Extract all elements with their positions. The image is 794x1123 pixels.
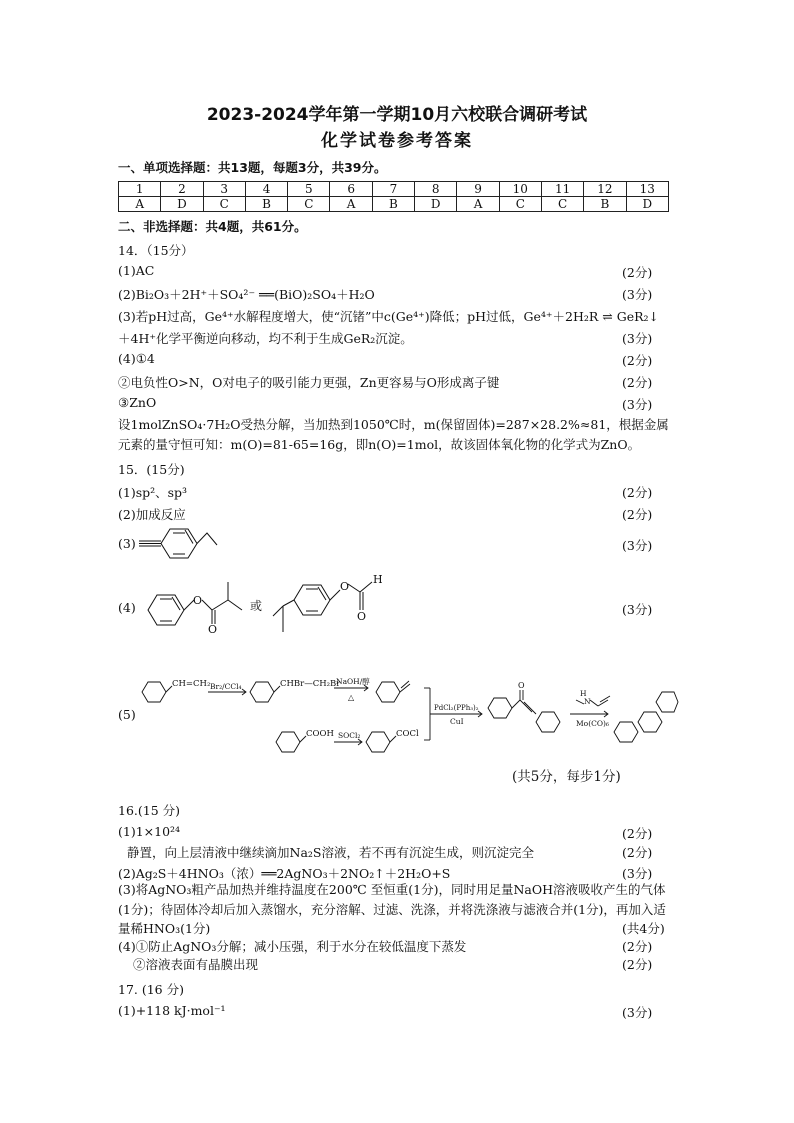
q15-5-synthesis-route bbox=[138, 670, 678, 760]
catalyst-pd-label: PdCl₂(PPh₃)₂ bbox=[434, 704, 479, 712]
answer-cell: C bbox=[203, 197, 245, 212]
q14-answer-6: ③ZnO bbox=[118, 395, 157, 410]
question-number-cell: 1 bbox=[119, 182, 161, 197]
q15-answer-5: (5) bbox=[118, 707, 136, 722]
reagent-socl2-label: SOCl₂ bbox=[338, 731, 361, 740]
section-heading-2: 二、非选择题：共4题，共61分。 bbox=[118, 219, 307, 234]
or-label: 或 bbox=[250, 599, 263, 613]
q14-answer-3-line-2: ＋4H⁺化学平衡逆向移动，均不利于生成GeR₂沉淀。 bbox=[118, 331, 413, 346]
q15-answer-1: (1)sp²、sp³ bbox=[118, 485, 188, 500]
dibromide-label: CHBr—CH₂Br bbox=[280, 679, 341, 689]
question-number-cell: 2 bbox=[161, 182, 203, 197]
q14-score-2: (3分) bbox=[622, 287, 653, 302]
answer-table bbox=[118, 181, 669, 212]
q17-score-1: (3分) bbox=[622, 1005, 653, 1020]
q14-answer-4: (4)①4 bbox=[118, 351, 155, 366]
q15-answer-4: (4) bbox=[118, 600, 136, 615]
answer-cell: A bbox=[330, 197, 372, 212]
question-number-cell: 4 bbox=[245, 182, 287, 197]
answer-cell: D bbox=[626, 197, 668, 212]
reagent-mo-label: Mo(CO)₆ bbox=[576, 719, 609, 728]
q14-answer-2: (2)Bi₂O₃＋2H⁺＋SO₄²⁻ ══(BiO)₂SO₄＋H₂O bbox=[118, 287, 375, 302]
reagent-naoh-label: NaOH/醇 bbox=[336, 677, 370, 686]
question-number-cell: 10 bbox=[499, 182, 541, 197]
q15-3-structure bbox=[135, 525, 245, 565]
catalyst-cui-label: CuI bbox=[450, 717, 464, 726]
q14-score-5: (2分) bbox=[622, 375, 653, 390]
q17-answer-1: (1)+118 kJ·mol⁻¹ bbox=[118, 1003, 226, 1018]
q14-score-6: (3分) bbox=[622, 397, 653, 412]
question-number-cell: 12 bbox=[584, 182, 626, 197]
q16-heading: 16.(15 分) bbox=[118, 803, 181, 818]
question-number-cell: 11 bbox=[541, 182, 583, 197]
q16-score-3: (共4分) bbox=[622, 921, 665, 936]
formyl-hydrogen-label: H bbox=[373, 573, 383, 586]
question-number-cell: 3 bbox=[203, 182, 245, 197]
answer-cell: B bbox=[584, 197, 626, 212]
q17-heading: 17. (16 分) bbox=[118, 982, 184, 997]
q14-score-4: (2分) bbox=[622, 353, 653, 368]
q14-heading: 14．（15分） bbox=[118, 243, 194, 258]
q16-answer-3: (3)将AgNO₃粗产品加热并维持温度在200℃ 至恒重(1分)，同时用足量NaOH溶液吸收产生的气体(1分)；待固体冷却后加入蒸馏水，充分溶解、过滤、洗涤，并将洗涤液与滤液合并(1分)，再加入适量稀HNO₃(1分) bbox=[118, 882, 666, 936]
answer-cell: C bbox=[499, 197, 541, 212]
question-number-cell: 9 bbox=[457, 182, 499, 197]
q16-score-2: (3分) bbox=[622, 866, 653, 881]
question-number-cell: 6 bbox=[330, 182, 372, 197]
heat-label: △ bbox=[348, 693, 355, 702]
q16-score-1b: (2分) bbox=[622, 845, 653, 860]
amine-h-label: H bbox=[580, 689, 587, 698]
ketone-oxygen-label: O bbox=[518, 681, 525, 690]
answer-cell: D bbox=[415, 197, 457, 212]
q14-score-3: (3分) bbox=[622, 331, 653, 346]
q16-score-1: (2分) bbox=[622, 826, 653, 841]
q15-answer-2: (2)加成反应 bbox=[118, 507, 186, 522]
q14-answer-1: (1)AC bbox=[118, 263, 155, 278]
amine-n-label: N bbox=[584, 697, 591, 706]
q15-4-structures bbox=[140, 570, 400, 640]
q16-answer-4: (4)①防止AgNO₃分解；减小压强，利于水分在较低温度下蒸发 bbox=[118, 939, 467, 954]
answer-cell: D bbox=[161, 197, 203, 212]
q15-score-2: (2分) bbox=[622, 507, 653, 522]
answer-cell: C bbox=[288, 197, 330, 212]
answer-cell: C bbox=[541, 197, 583, 212]
q14-score-1: (2分) bbox=[622, 265, 653, 280]
ester-oxygen-label-2: O bbox=[340, 580, 350, 593]
q15-score-4: (3分) bbox=[622, 602, 653, 617]
q16-answer-2: (2)Ag₂S＋4HNO₃（浓）══2AgNO₃＋2NO₂↑＋2H₂O+S bbox=[118, 866, 451, 881]
benzoic-acid-label: COOH bbox=[306, 729, 334, 739]
question-number-cell: 5 bbox=[288, 182, 330, 197]
q16-answer-5: ②溶液表面有晶膜出现 bbox=[133, 957, 259, 972]
q14-explanation: 设1molZnSO₄·7H₂O受热分解，当加热到1050℃时，m(保留固体)=287×28.2%≈81，根据金属元素的量守恒可知：m(O)=81-65=16g，即n(O)=1mol，故该固体氧化物的化学式为ZnO。 bbox=[118, 417, 669, 452]
section-heading-1: 一、单项选择题：共13题，每题3分，共39分。 bbox=[118, 160, 387, 175]
ester-oxygen-label-1: O bbox=[193, 594, 203, 607]
q15-heading: 15．(15分) bbox=[118, 462, 185, 477]
question-number-cell: 7 bbox=[372, 182, 414, 197]
styrene-label: CH=CH₂ bbox=[172, 679, 211, 689]
question-number-cell: 8 bbox=[415, 182, 457, 197]
question-number-cell: 13 bbox=[626, 182, 668, 197]
q15-score-3: (3分) bbox=[622, 538, 653, 553]
q15-answer-3: (3) bbox=[118, 536, 136, 551]
acyl-chloride-label: COCl bbox=[396, 729, 419, 739]
q16-score-5: (2分) bbox=[622, 957, 653, 972]
answer-cell: B bbox=[245, 197, 287, 212]
q16-answer-1: (1)1×10²⁴ bbox=[118, 824, 181, 839]
q15-5-note: (共5分，每步1分) bbox=[512, 769, 621, 785]
page-title: 2023-2024学年第一学期10月六校联合调研考试 bbox=[206, 105, 588, 125]
page-subtitle: 化学试卷参考答案 bbox=[321, 131, 473, 151]
q16-score-4: (2分) bbox=[622, 939, 653, 954]
answer-table-row-numbers bbox=[119, 182, 669, 197]
answer-cell: A bbox=[119, 197, 161, 212]
reagent-br2-label: Br₂/CCl₄ bbox=[210, 682, 242, 691]
q15-score-1: (2分) bbox=[622, 485, 653, 500]
carbonyl-oxygen-label-1: O bbox=[208, 623, 218, 636]
q14-answer-3-line-1: (3)若pH过高，Ge⁴⁺水解程度增大，使“沉锗”中c(Ge⁴⁺)降低；pH过低，Ge⁴⁺＋2H₂R ⇌ GeR₂↓ bbox=[118, 309, 659, 324]
answer-cell: B bbox=[372, 197, 414, 212]
q16-answer-1b: 静置，向上层清液中继续滴加Na₂S溶液，若不再有沉淀生成，则沉淀完全 bbox=[127, 845, 534, 860]
answer-cell: A bbox=[457, 197, 499, 212]
q14-answer-5: ②电负性O>N，O对电子的吸引能力更强，Zn更容易与O形成离子键 bbox=[118, 375, 500, 390]
carbonyl-oxygen-label-2: O bbox=[357, 610, 367, 623]
answer-table-row-answers bbox=[119, 197, 669, 212]
